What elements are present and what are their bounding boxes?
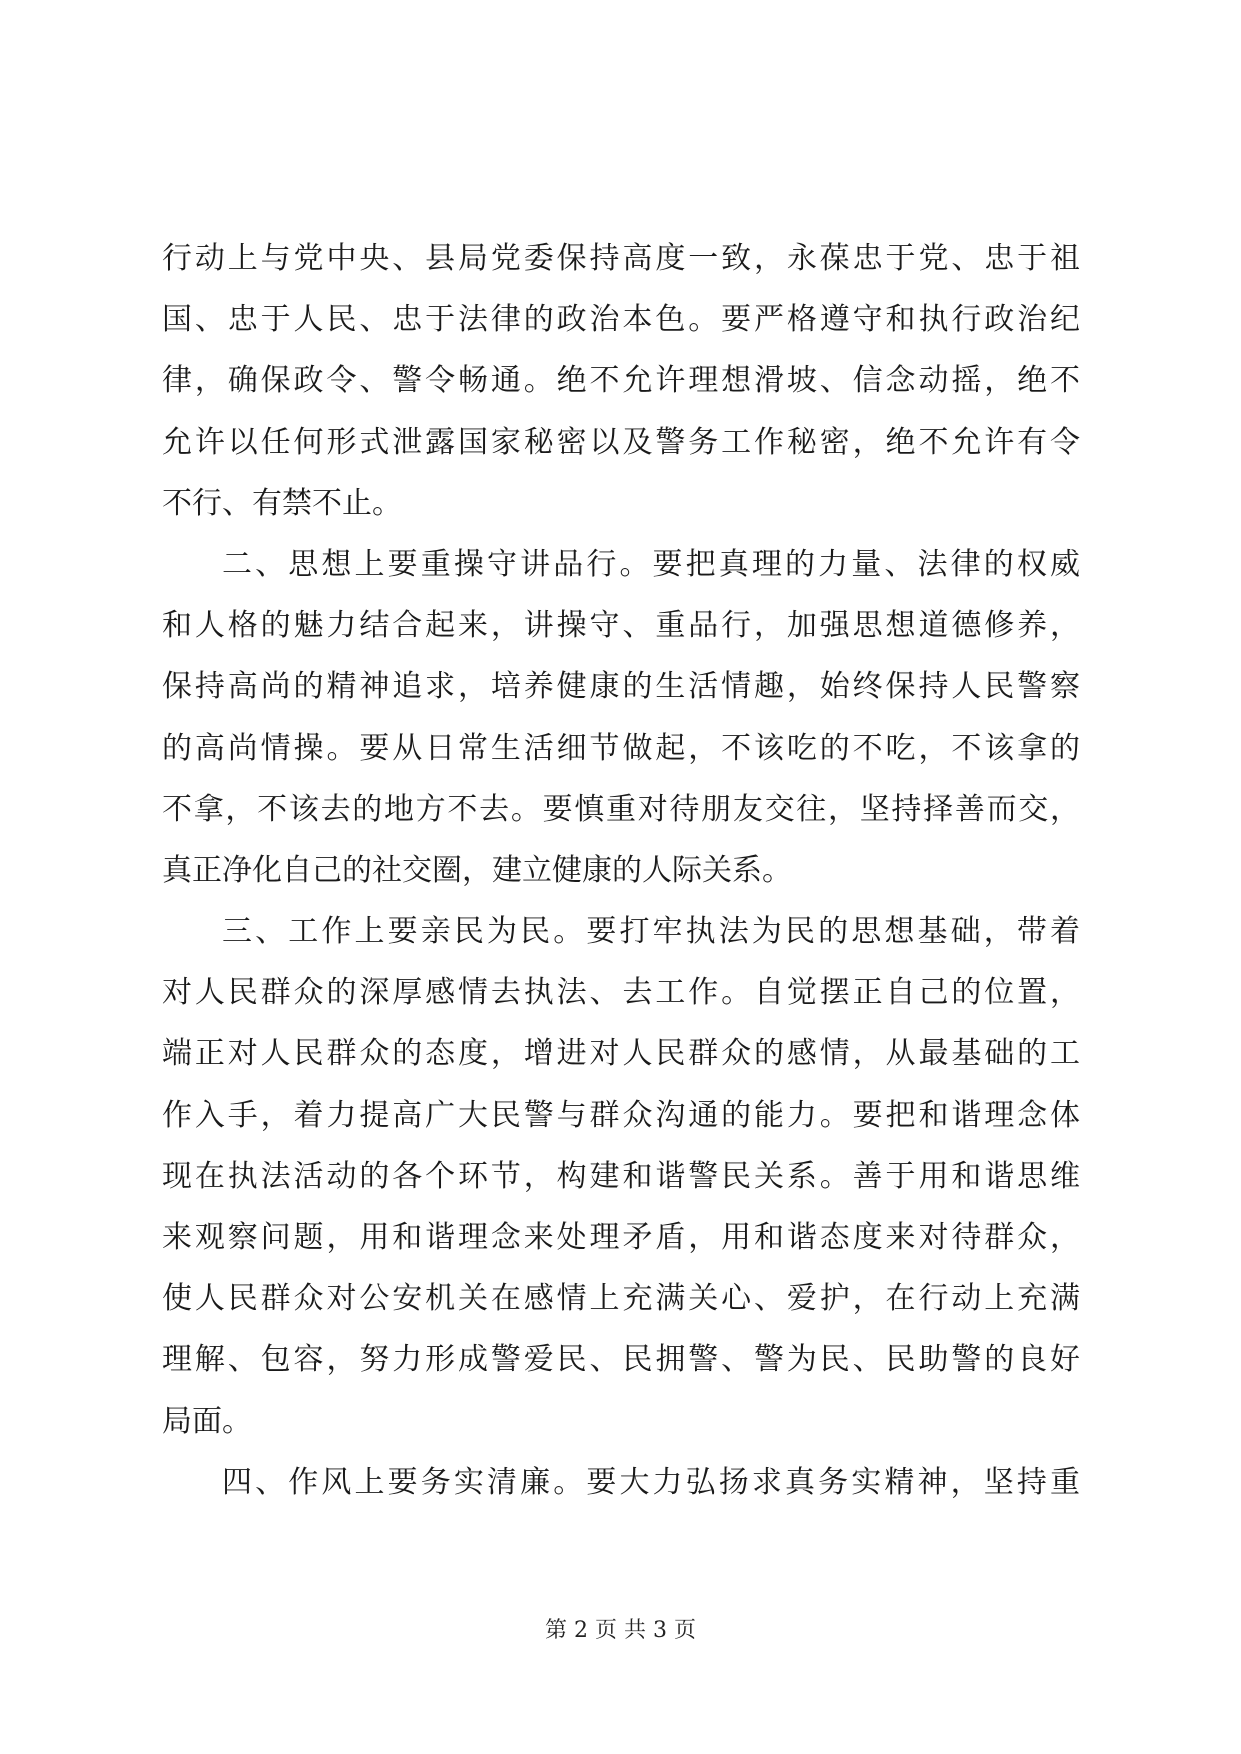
text-line: 不拿，不该去的地方不去。要慎重对待朋友交往，坚持择善而交， [162, 791, 1080, 827]
text-line: 真正净化自己的社交圈，建立健康的人际关系。 [162, 852, 792, 888]
page-number-label: 第 2 页 共 3 页 [545, 1618, 696, 1643]
text-line: 理解、包容，努力形成警爱民、民拥警、警为民、民助警的良好 [162, 1342, 1080, 1378]
text-line: 现在执法活动的各个环节，构建和谐警民关系。善于用和谐思维 [162, 1158, 1080, 1194]
paragraph-2 [162, 534, 1080, 901]
text-line: 作入手，着力提高广大民警与群众沟通的能力。要把和谐理念体 [162, 1097, 1080, 1133]
text-line: 对人民群众的深厚感情去执法、去工作。自觉摆正自己的位置， [162, 975, 1080, 1011]
text-line: 二、思想上要重操守讲品行。要把真理的力量、法律的权威 [222, 546, 1080, 582]
paragraph-3 [162, 901, 1080, 1452]
text-line: 的高尚情操。要从日常生活细节做起，不该吃的不吃，不该拿的 [162, 730, 1080, 766]
text-line: 端正对人民群众的态度，增进对人民群众的感情，从最基础的工 [162, 1036, 1080, 1072]
page-footer [0, 1616, 1241, 1646]
text-line: 不行、有禁不止。 [162, 485, 402, 521]
text-line: 四、作风上要务实清廉。要大力弘扬求真务实精神，坚持重 [222, 1464, 1080, 1500]
paragraph-4 [162, 1452, 1080, 1513]
text-line: 允许以任何形式泄露国家秘密以及警务工作秘密，绝不允许有令 [162, 424, 1080, 460]
text-line: 国、忠于人民、忠于法律的政治本色。要严格遵守和执行政治纪 [162, 302, 1080, 338]
text-line: 和人格的魅力结合起来，讲操守、重品行，加强思想道德修养， [162, 608, 1080, 644]
text-line: 律，确保政令、警令畅通。绝不允许理想滑坡、信念动摇，绝不 [162, 363, 1080, 399]
text-line: 保持高尚的精神追求，培养健康的生活情趣，始终保持人民警察 [162, 669, 1080, 705]
text-line: 行动上与党中央、县局党委保持高度一致，永葆忠于党、忠于祖 [162, 241, 1080, 276]
paragraph-1 [162, 228, 1080, 534]
text-line: 使人民群众对公安机关在感情上充满关心、爱护，在行动上充满 [162, 1281, 1080, 1317]
text-line: 局面。 [162, 1403, 252, 1439]
text-line: 来观察问题，用和谐理念来处理矛盾，用和谐态度来对待群众， [162, 1220, 1080, 1255]
text-line: 三、工作上要亲民为民。要打牢执法为民的思想基础，带着 [222, 914, 1080, 950]
document-body [162, 228, 1080, 1513]
